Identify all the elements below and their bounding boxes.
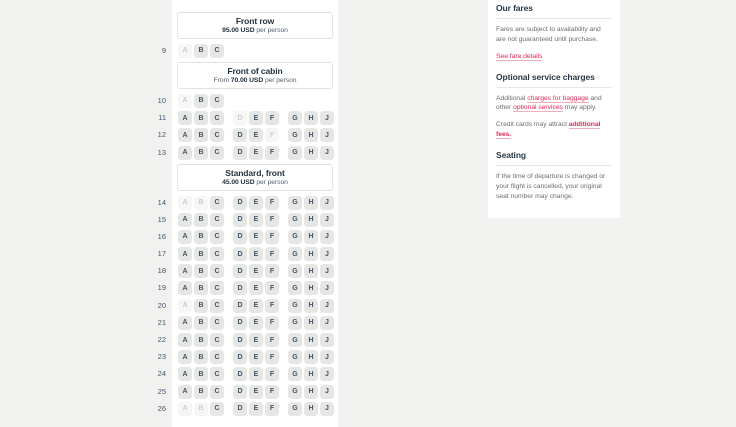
seat-group: [288, 281, 334, 295]
seat-21G[interactable]: G: [288, 316, 302, 330]
seat-row-22: [157, 333, 338, 347]
seat-group: [233, 385, 279, 399]
seat-15J[interactable]: J: [320, 213, 334, 227]
seat-row-11: [158, 111, 338, 125]
seat-15F[interactable]: F: [265, 213, 279, 227]
seat-group: [178, 316, 224, 330]
seat-17A[interactable]: A: [178, 247, 192, 261]
info-section-2: [496, 147, 612, 202]
seat-group: [178, 128, 224, 142]
seat-13F[interactable]: F: [265, 146, 279, 160]
seat-20B[interactable]: B: [194, 299, 208, 313]
seat-group: [233, 247, 279, 261]
seat-group: [233, 367, 279, 381]
seat-19G[interactable]: G: [288, 281, 302, 295]
seat-20C[interactable]: C: [210, 299, 224, 313]
zone-title: Standard, front: [225, 167, 285, 178]
seat-group: [233, 299, 279, 313]
seat-row-9: [161, 44, 338, 58]
seat-22A[interactable]: A: [178, 333, 192, 347]
seat-25A[interactable]: A: [178, 385, 192, 399]
seat-14D[interactable]: D: [233, 196, 247, 210]
charges-for-baggage-link[interactable]: charges for baggage: [527, 94, 589, 102]
seat-group: [178, 111, 224, 125]
seat-16J[interactable]: J: [320, 230, 334, 244]
seat-11D: D: [233, 111, 247, 125]
seat-group: [288, 402, 334, 416]
seat-20H[interactable]: H: [304, 299, 318, 313]
seat-13C[interactable]: C: [210, 146, 224, 160]
seat-23G[interactable]: G: [288, 350, 302, 364]
seat-11C[interactable]: C: [210, 111, 224, 125]
seat-21F[interactable]: F: [265, 316, 279, 330]
seat-row-26: [157, 402, 338, 416]
info-section-heading: Seating: [496, 147, 612, 166]
seat-24B[interactable]: B: [194, 367, 208, 381]
seat-19A[interactable]: A: [178, 281, 192, 295]
seat-20D[interactable]: D: [233, 299, 247, 313]
row-number: 10: [157, 95, 166, 105]
seat-group: [233, 146, 279, 160]
zone-card: [177, 12, 333, 39]
seat-group: [233, 213, 279, 227]
seat-25J[interactable]: J: [320, 385, 334, 399]
zone-price: [178, 26, 332, 35]
seat-group: [233, 281, 279, 295]
seat-group: [288, 264, 334, 278]
seat-23J[interactable]: J: [320, 350, 334, 364]
row-number: 24: [157, 369, 166, 379]
info-paragraph: [496, 172, 612, 202]
seat-row-16: [157, 230, 338, 244]
seat-9C[interactable]: C: [210, 44, 224, 58]
seat-group: [178, 385, 224, 399]
seat-17F[interactable]: F: [265, 247, 279, 261]
seat-16H[interactable]: H: [304, 230, 318, 244]
seat-group: [233, 128, 279, 142]
text-fragment: and other: [496, 94, 602, 112]
seat-row-13: [157, 146, 338, 160]
seat-14J[interactable]: J: [320, 196, 334, 210]
info-sidebar: [488, 0, 620, 218]
seat-11H[interactable]: H: [304, 111, 318, 125]
seat-12B[interactable]: B: [194, 128, 208, 142]
info-paragraph: [496, 52, 612, 62]
row-number: 26: [157, 403, 166, 413]
row-number: 15: [157, 214, 166, 224]
seat-group: [288, 111, 334, 125]
seat-group: [178, 247, 224, 261]
seat-24C[interactable]: C: [210, 367, 224, 381]
seat-14H[interactable]: H: [304, 196, 318, 210]
text-fragment: Fares are subject to availability and are not guaranteed until purchase.: [496, 26, 601, 43]
seat-row-14: [157, 196, 338, 210]
seat-group: [288, 350, 334, 364]
seat-group: [178, 44, 224, 58]
row-number: 23: [157, 352, 166, 362]
zone-title: Front row: [235, 16, 275, 27]
seat-18F[interactable]: F: [265, 264, 279, 278]
seat-12H[interactable]: H: [304, 128, 318, 142]
seat-20G[interactable]: G: [288, 299, 302, 313]
seat-group: [288, 146, 334, 160]
seat-18G[interactable]: G: [288, 264, 302, 278]
zone-price-amount: 70.00 USD: [230, 77, 264, 85]
seat-group: [233, 333, 279, 347]
seat-row-18: [157, 264, 338, 278]
seat-26A: A: [178, 402, 192, 416]
seat-group: [178, 350, 224, 364]
row-number: 11: [158, 113, 166, 123]
seat-20J[interactable]: J: [320, 299, 334, 313]
seat-25B[interactable]: B: [194, 385, 208, 399]
seat-12J[interactable]: J: [320, 128, 334, 142]
seat-11E[interactable]: E: [249, 111, 263, 125]
seat-20E[interactable]: E: [249, 299, 263, 313]
seat-row-21: [157, 316, 338, 330]
seat-23H[interactable]: H: [304, 350, 318, 364]
seat-group: [288, 367, 334, 381]
seat-row-25: [157, 385, 338, 399]
seat-11A[interactable]: A: [178, 111, 192, 125]
seat-25D[interactable]: D: [233, 385, 247, 399]
seat-12C[interactable]: C: [210, 128, 224, 142]
seat-11G[interactable]: G: [288, 111, 302, 125]
row-number: 18: [157, 266, 166, 276]
seat-24E[interactable]: E: [249, 367, 263, 381]
seat-19F[interactable]: F: [265, 281, 279, 295]
row-number: 20: [157, 300, 166, 310]
seat-22G[interactable]: G: [288, 333, 302, 347]
seat-group: [178, 146, 224, 160]
seat-16C[interactable]: C: [210, 230, 224, 244]
seat-group: [288, 385, 334, 399]
seat-24H[interactable]: H: [304, 367, 318, 381]
seat-18B[interactable]: B: [194, 264, 208, 278]
seat-row-12: [157, 128, 338, 142]
seat-group: [178, 264, 224, 278]
seat-11F[interactable]: F: [265, 111, 279, 125]
seat-11B[interactable]: B: [194, 111, 208, 125]
seat-20F[interactable]: F: [265, 299, 279, 313]
text-fragment: Credit cards may attract: [496, 121, 569, 129]
seat-group: [178, 213, 224, 227]
seat-20A: A: [178, 299, 192, 313]
seat-26B: B: [194, 402, 208, 416]
seat-24F[interactable]: F: [265, 367, 279, 381]
seat-18J[interactable]: J: [320, 264, 334, 278]
seat-21B[interactable]: B: [194, 316, 208, 330]
info-section-heading: Optional service charges: [496, 69, 612, 88]
seat-25E[interactable]: E: [249, 385, 263, 399]
row-number: 22: [157, 335, 166, 345]
seat-10C[interactable]: C: [210, 94, 224, 108]
seat-group: [178, 230, 224, 244]
zone-price-amount: 45.00 USD: [222, 178, 255, 186]
zone-card: [177, 164, 333, 191]
seat-26D[interactable]: D: [233, 402, 247, 416]
seat-group: [233, 111, 279, 125]
seat-12E[interactable]: E: [249, 128, 263, 142]
seat-18H[interactable]: H: [304, 264, 318, 278]
row-number: 17: [157, 249, 166, 259]
seat-row-17: [157, 247, 338, 261]
seat-16D[interactable]: D: [233, 230, 247, 244]
seat-16F[interactable]: F: [265, 230, 279, 244]
seat-group: [178, 299, 224, 313]
seat-14G[interactable]: G: [288, 196, 302, 210]
seat-12D[interactable]: D: [233, 128, 247, 142]
seat-15A[interactable]: A: [178, 213, 192, 227]
row-number: 14: [157, 197, 166, 207]
seat-15E[interactable]: E: [249, 213, 263, 227]
seat-25F[interactable]: F: [265, 385, 279, 399]
seat-row-19: [157, 281, 338, 295]
seat-group: [288, 230, 334, 244]
seat-row-10: [157, 94, 338, 108]
seat-26H[interactable]: H: [304, 402, 318, 416]
seat-13G[interactable]: G: [288, 146, 302, 160]
seat-22H[interactable]: H: [304, 333, 318, 347]
seat-26J[interactable]: J: [320, 402, 334, 416]
seat-22D[interactable]: D: [233, 333, 247, 347]
seat-16B[interactable]: B: [194, 230, 208, 244]
seat-19E[interactable]: E: [249, 281, 263, 295]
seat-14C[interactable]: C: [210, 196, 224, 210]
seat-16G[interactable]: G: [288, 230, 302, 244]
seat-13E[interactable]: E: [249, 146, 263, 160]
seat-22E[interactable]: E: [249, 333, 263, 347]
info-section-0: [496, 0, 612, 62]
seat-group: [288, 196, 334, 210]
additional-fees-link[interactable]: additional fees.: [496, 121, 601, 139]
see-fare-details-link[interactable]: See fare details: [496, 52, 543, 60]
seat-26E[interactable]: E: [249, 402, 263, 416]
row-number: 21: [157, 317, 166, 327]
seat-15H[interactable]: H: [304, 213, 318, 227]
seat-group: [178, 196, 224, 210]
seat-row-15: [157, 213, 338, 227]
seat-15C[interactable]: C: [210, 213, 224, 227]
zone-title: Front of cabin: [227, 66, 283, 77]
seat-13B[interactable]: B: [194, 146, 208, 160]
seat-22J[interactable]: J: [320, 333, 334, 347]
seat-23E[interactable]: E: [249, 350, 263, 364]
seat-group: [178, 402, 224, 416]
seat-group: [178, 333, 224, 347]
seat-10A: A: [178, 94, 192, 108]
seat-23F[interactable]: F: [265, 350, 279, 364]
seat-21H[interactable]: H: [304, 316, 318, 330]
zone-price-unit: per person: [254, 178, 288, 186]
seat-14B: B: [194, 196, 208, 210]
seat-group: [288, 128, 334, 142]
seat-17C[interactable]: C: [210, 247, 224, 261]
seat-25H[interactable]: H: [304, 385, 318, 399]
seat-26G[interactable]: G: [288, 402, 302, 416]
seat-group: [288, 299, 334, 313]
seat-24J[interactable]: J: [320, 367, 334, 381]
seat-12G[interactable]: G: [288, 128, 302, 142]
seat-group: [233, 230, 279, 244]
info-section-heading: Our fares: [496, 0, 612, 19]
row-number: 9: [161, 45, 166, 55]
seat-19B[interactable]: B: [194, 281, 208, 295]
seat-9B[interactable]: B: [194, 44, 208, 58]
info-section-1: [496, 69, 612, 140]
seat-19D[interactable]: D: [233, 281, 247, 295]
seat-21A[interactable]: A: [178, 316, 192, 330]
seat-15D[interactable]: D: [233, 213, 247, 227]
seat-18E[interactable]: E: [249, 264, 263, 278]
seat-18D[interactable]: D: [233, 264, 247, 278]
zone-price: [178, 178, 332, 187]
seat-group: [233, 350, 279, 364]
seat-22C[interactable]: C: [210, 333, 224, 347]
zone-price-unit: per person: [263, 77, 297, 85]
zone-price-prefix: From: [213, 77, 231, 85]
seat-24A[interactable]: A: [178, 367, 192, 381]
seat-21D[interactable]: D: [233, 316, 247, 330]
zone-price-unit: per person: [254, 27, 288, 35]
text-fragment: may apply.: [562, 104, 597, 112]
optional-services-link[interactable]: optional services: [513, 104, 563, 112]
seat-11J[interactable]: J: [320, 111, 334, 125]
seat-17B[interactable]: B: [194, 247, 208, 261]
zone-price: [178, 76, 332, 85]
seat-24G[interactable]: G: [288, 367, 302, 381]
seat-17J[interactable]: J: [320, 247, 334, 261]
seat-row-23: [157, 350, 338, 364]
seat-19H[interactable]: H: [304, 281, 318, 295]
seat-group: [178, 367, 224, 381]
seat-18C[interactable]: C: [210, 264, 224, 278]
seat-21E[interactable]: E: [249, 316, 263, 330]
row-number: 19: [157, 283, 166, 293]
info-paragraph: [496, 25, 612, 45]
seat-22B[interactable]: B: [194, 333, 208, 347]
seat-12F: F: [265, 128, 279, 142]
seat-group: [178, 94, 224, 108]
seat-19C[interactable]: C: [210, 281, 224, 295]
seat-21J[interactable]: J: [320, 316, 334, 330]
seat-9A: A: [178, 44, 192, 58]
seat-group: [233, 264, 279, 278]
seat-21C[interactable]: C: [210, 316, 224, 330]
seat-16A[interactable]: A: [178, 230, 192, 244]
seat-13D[interactable]: D: [233, 146, 247, 160]
seat-15G[interactable]: G: [288, 213, 302, 227]
seat-13H[interactable]: H: [304, 146, 318, 160]
info-paragraph: [496, 94, 612, 114]
seat-group: [288, 247, 334, 261]
seat-25G[interactable]: G: [288, 385, 302, 399]
seat-row-24: [157, 367, 338, 381]
row-number: 25: [157, 386, 166, 396]
zone-card: [177, 62, 333, 89]
seat-17G[interactable]: G: [288, 247, 302, 261]
row-number: 13: [157, 147, 166, 157]
seat-17E[interactable]: E: [249, 247, 263, 261]
seat-16E[interactable]: E: [249, 230, 263, 244]
seat-19J[interactable]: J: [320, 281, 334, 295]
seat-13J[interactable]: J: [320, 146, 334, 160]
seat-23D[interactable]: D: [233, 350, 247, 364]
seat-10B[interactable]: B: [194, 94, 208, 108]
seat-12A[interactable]: A: [178, 128, 192, 142]
row-number: 12: [157, 130, 166, 140]
seat-group: [233, 316, 279, 330]
seat-group: [288, 316, 334, 330]
zone-price-amount: 95.00 USD: [222, 27, 255, 35]
seat-24D[interactable]: D: [233, 367, 247, 381]
seat-18A[interactable]: A: [178, 264, 192, 278]
seat-group: [233, 196, 279, 210]
seat-23C[interactable]: C: [210, 350, 224, 364]
text-fragment: Additional: [496, 94, 528, 102]
seat-map: [157, 0, 338, 427]
seat-13A[interactable]: A: [178, 146, 192, 160]
seat-25C[interactable]: C: [210, 385, 224, 399]
text-fragment: If the time of departure is changed or your flight is cancelled, your original seat number may change.: [496, 172, 606, 200]
seat-22F[interactable]: F: [265, 333, 279, 347]
seat-17H[interactable]: H: [304, 247, 318, 261]
seat-group: [178, 281, 224, 295]
seat-14F[interactable]: F: [265, 196, 279, 210]
info-paragraph: [496, 120, 612, 140]
seat-group: [288, 333, 334, 347]
seat-14A: A: [178, 196, 192, 210]
row-number: 16: [157, 231, 166, 241]
seat-15B[interactable]: B: [194, 213, 208, 227]
seat-group: [288, 213, 334, 227]
seat-group: [233, 402, 279, 416]
seat-23A[interactable]: A: [178, 350, 192, 364]
seat-26C[interactable]: C: [210, 402, 224, 416]
seat-23B[interactable]: B: [194, 350, 208, 364]
seat-17D[interactable]: D: [233, 247, 247, 261]
seat-26F[interactable]: F: [265, 402, 279, 416]
seat-14E[interactable]: E: [249, 196, 263, 210]
seat-row-20: [157, 299, 338, 313]
